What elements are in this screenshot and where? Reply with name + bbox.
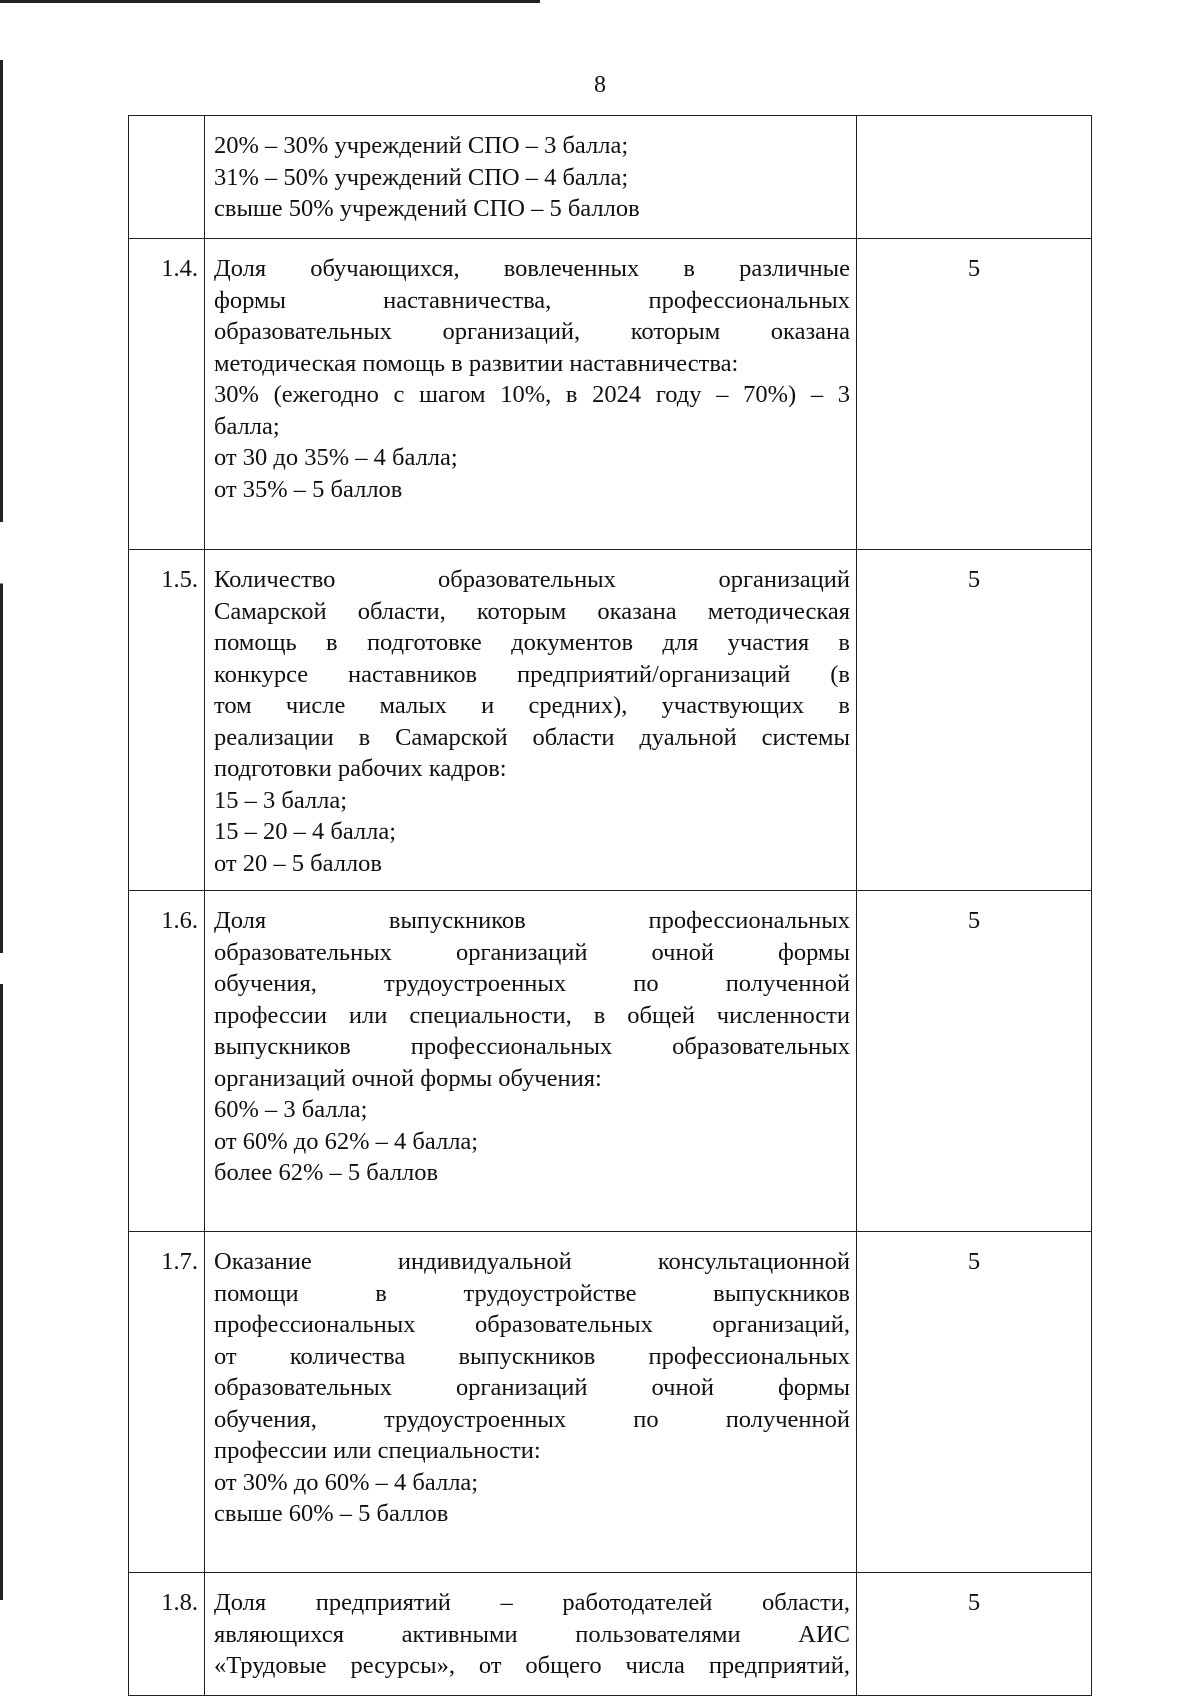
- text-line: Количество образовательных организаций: [214, 566, 850, 593]
- text-line: Доля предприятий – работодателей области,: [214, 1589, 850, 1616]
- table-row: [129, 891, 1092, 1232]
- text-line: от 35% – 5 баллов: [214, 475, 403, 503]
- criterion-text: [205, 891, 857, 1232]
- text-line: Доля выпускников профессиональных: [214, 907, 850, 934]
- text-line: обучения, трудоустроенных по полученной: [214, 1405, 850, 1433]
- criteria-table: [128, 115, 1092, 1696]
- table-row: [129, 550, 1092, 891]
- text-line: образовательных организаций, которым оказана: [214, 318, 850, 345]
- text-line: помощь в подготовке документов для участия в: [214, 629, 850, 656]
- table-row: [129, 1232, 1092, 1573]
- row-number: 1.7.: [129, 1232, 205, 1573]
- criterion-text: [205, 1232, 857, 1573]
- max-score: 5: [857, 891, 1092, 1232]
- text-line: 31% – 50% учреждений СПО – 4 балла;: [214, 163, 629, 191]
- table-row: [129, 239, 1092, 550]
- max-score: [857, 116, 1092, 239]
- page-number: 8: [594, 72, 606, 98]
- text-line: образовательных организаций очной формы: [214, 1374, 850, 1401]
- scan-artifact-left-edge: [0, 60, 3, 1600]
- text-line: формы наставничества, профессиональных: [214, 286, 850, 314]
- text-line: от 60% до 62% – 4 балла;: [214, 1127, 479, 1155]
- text-line: помощи в трудоустройстве выпускников: [214, 1279, 850, 1307]
- max-score: 5: [857, 1573, 1092, 1696]
- row-number: 1.5.: [129, 550, 205, 891]
- text-line: организаций очной формы обучения:: [214, 1064, 602, 1092]
- text-line: Самарской области, которым оказана методическая: [214, 597, 850, 625]
- text-line: «Трудовые ресурсы», от общего числа предприятий,: [214, 1652, 850, 1679]
- text-line: выпускников профессиональных образовательных: [214, 1033, 850, 1060]
- text-line: конкурсе наставников предприятий/организаций (в: [214, 660, 850, 688]
- text-line: профессиональных образовательных организаций,: [214, 1311, 850, 1338]
- text-line: свыше 50% учреждений СПО – 5 баллов: [214, 195, 640, 222]
- text-line: подготовки рабочих кадров:: [214, 755, 507, 782]
- text-line: Доля обучающихся, вовлеченных в различные: [214, 255, 850, 282]
- text-line: от 20 – 5 баллов: [214, 849, 382, 877]
- text-line: профессии или специальности:: [214, 1437, 541, 1464]
- text-line: том числе малых и средних), участвующих в: [214, 692, 850, 719]
- criterion-text: [205, 116, 857, 239]
- text-line: от количества выпускников профессиональных: [214, 1342, 850, 1370]
- max-score: 5: [857, 1232, 1092, 1573]
- text-line: более 62% – 5 баллов: [214, 1159, 439, 1186]
- text-line: являющихся активными пользователями АИС: [214, 1620, 850, 1648]
- text-line: 60% – 3 балла;: [214, 1096, 368, 1123]
- row-number: [129, 116, 205, 239]
- text-line: от 30 до 35% – 4 балла;: [214, 444, 458, 471]
- text-line: профессии или специальности, в общей численности: [214, 1001, 850, 1029]
- text-line: балла;: [214, 412, 280, 440]
- text-line: 30% (ежегодно с шагом 10%, в 2024 году – 70%) – 3: [214, 381, 850, 408]
- row-number: 1.8.: [129, 1573, 205, 1696]
- table-row: [129, 116, 1092, 239]
- text-line: методическая помощь в развитии наставничества:: [214, 349, 739, 377]
- criterion-text: [205, 239, 857, 550]
- scan-artifact-top: [0, 0, 540, 3]
- criterion-text: [205, 550, 857, 891]
- text-line: свыше 60% – 5 баллов: [214, 1500, 449, 1527]
- text-line: обучения, трудоустроенных по полученной: [214, 970, 850, 997]
- text-line: образовательных организаций очной формы: [214, 938, 850, 966]
- max-score: 5: [857, 239, 1092, 550]
- criterion-text: [205, 1573, 857, 1696]
- max-score: 5: [857, 550, 1092, 891]
- text-line: Оказание индивидуальной консультационной: [214, 1248, 850, 1275]
- text-line: 15 – 3 балла;: [214, 786, 348, 814]
- row-number: 1.4.: [129, 239, 205, 550]
- text-line: от 30% до 60% – 4 балла;: [214, 1468, 479, 1496]
- row-number: 1.6.: [129, 891, 205, 1232]
- text-line: реализации в Самарской области дуальной системы: [214, 723, 850, 751]
- text-line: 15 – 20 – 4 балла;: [214, 818, 397, 845]
- text-line: 20% – 30% учреждений СПО – 3 балла;: [214, 132, 629, 159]
- table-row: [129, 1573, 1092, 1696]
